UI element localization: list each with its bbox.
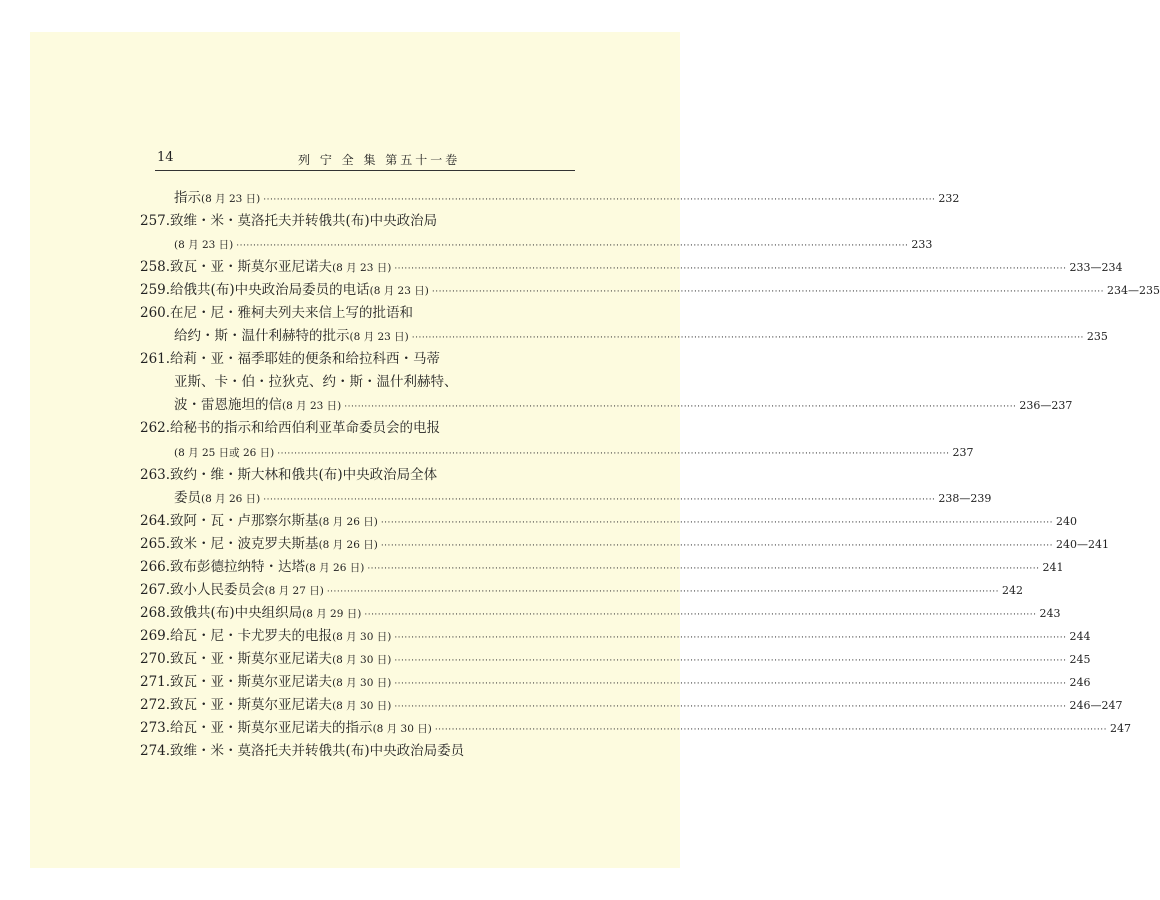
- entry-page-number: 245: [1069, 652, 1091, 666]
- entry-title: 261.给莉・亚・福季耶娃的便条和给拉科西・马蒂: [140, 351, 441, 368]
- entry-date: (8 月 23 日): [282, 400, 342, 413]
- entry-page-number: 233: [911, 238, 933, 252]
- toc-entry: [140, 256, 1123, 279]
- toc-entry: [140, 279, 1160, 302]
- entry-title: 265.致米・尼・波克罗夫斯基: [140, 535, 319, 552]
- entry-page-number: 240: [1055, 514, 1077, 528]
- toc-entry: [140, 510, 1077, 533]
- entry-title: 259.给俄共(布)中央政治局委员的电话: [140, 282, 370, 299]
- dot-leader: ········································································································································································································: [394, 678, 1067, 689]
- toc-entry: [140, 302, 576, 325]
- entry-title: 272.致瓦・亚・斯莫尔亚尼诺夫: [140, 697, 333, 714]
- entry-title: 270.致瓦・亚・斯莫尔亚尼诺夫: [140, 650, 333, 667]
- entry-title: 269.给瓦・尼・卡尤罗夫的电报: [140, 627, 333, 644]
- table-of-contents: [140, 187, 1160, 763]
- dot-leader: ········································································································································································································: [344, 402, 1017, 413]
- toc-entry: [140, 233, 933, 256]
- entry-date: (8 月 23 日): [174, 239, 234, 252]
- dot-leader: ········································································································································································································: [367, 563, 1040, 574]
- page-header: [155, 150, 575, 171]
- entry-page-number: 246—247: [1069, 699, 1123, 713]
- entry-title: 267.致小人民委员会: [140, 581, 265, 598]
- entry-page-number: 237: [952, 445, 974, 459]
- entry-title: 271.致瓦・亚・斯莫尔亚尼诺夫: [140, 673, 333, 690]
- entry-page-number: 235: [1086, 330, 1108, 344]
- dot-leader: ········································································································································································································: [364, 609, 1037, 620]
- toc-entry: [140, 210, 576, 233]
- dot-leader: ········································································································································································································: [411, 333, 1084, 344]
- toc-entry: [140, 441, 974, 464]
- entry-title: 262.给秘书的指示和给西伯利亚革命委员会的电报: [140, 420, 441, 437]
- entry-title: 273.给瓦・亚・斯莫尔亚尼诺夫的指示: [140, 720, 373, 737]
- entry-date: (8 月 26 日): [201, 492, 261, 505]
- toc-entry: [140, 579, 1023, 602]
- entry-page-number: 240—241: [1055, 537, 1109, 551]
- entry-date: (8 月 25 日或 26 日): [174, 446, 275, 459]
- toc-entry: [140, 648, 1091, 671]
- dot-leader: ········································································································································································································: [434, 725, 1107, 736]
- toc-entry: [140, 694, 1123, 717]
- toc-entry: [140, 556, 1064, 579]
- dot-leader: ········································································································································································································: [394, 264, 1067, 275]
- toc-entry: [140, 417, 576, 440]
- toc-entry: [140, 625, 1091, 648]
- dot-leader: ········································································································································································································: [236, 241, 909, 252]
- entry-date: (8 月 29 日): [302, 607, 362, 620]
- dot-leader: ········································································································································································································: [326, 586, 999, 597]
- entry-date: (8 月 23 日): [332, 262, 392, 275]
- entry-page-number: 241: [1042, 560, 1064, 574]
- entry-title: 263.致约・维・斯大林和俄共(布)中央政治局全体: [140, 466, 438, 483]
- entry-date: (8 月 26 日): [318, 515, 378, 528]
- entry-page-number: 233—234: [1069, 261, 1123, 275]
- entry-title: 给约・斯・温什利赫特的批示: [174, 328, 350, 345]
- entry-title: 指示: [174, 190, 201, 206]
- entry-title: 波・雷恩施坦的信: [174, 397, 282, 414]
- dot-leader: ········································································································································································································: [431, 287, 1105, 298]
- entry-page-number: 244: [1069, 629, 1091, 643]
- dot-leader: ········································································································································································································: [380, 517, 1053, 528]
- entry-title: 260.在尼・尼・雅柯夫列夫来信上写的批语和: [140, 305, 414, 322]
- dot-leader: ········································································································································································································: [263, 195, 936, 205]
- entry-date: (8 月 23 日): [201, 193, 261, 205]
- entry-page-number: 236—237: [1019, 399, 1073, 413]
- entry-date: (8 月 30 日): [372, 723, 432, 736]
- toc-entry: [140, 325, 1108, 348]
- toc-entry: [140, 371, 576, 394]
- entry-date: (8 月 26 日): [305, 561, 365, 574]
- entry-date: (8 月 23 日): [349, 331, 409, 344]
- toc-entry: [140, 487, 992, 510]
- entry-page-number: 234—235: [1107, 284, 1160, 298]
- entry-date: (8 月 30 日): [332, 653, 392, 666]
- entry-title: 266.致布彭德拉纳特・达塔: [140, 558, 306, 575]
- toc-entry: [140, 464, 576, 487]
- entry-date: (8 月 26 日): [318, 538, 378, 551]
- toc-entry: [140, 348, 576, 371]
- dot-leader: ········································································································································································································: [380, 540, 1053, 551]
- entry-date: (8 月 30 日): [332, 630, 392, 643]
- toc-entry: [140, 671, 1091, 694]
- entry-title: 亚斯、卡・伯・拉狄克、约・斯・温什利赫特、: [174, 374, 458, 391]
- entry-page-number: 232: [938, 192, 960, 205]
- entry-page-number: 247: [1109, 722, 1131, 736]
- toc-entry: [140, 602, 1061, 625]
- entry-title: 268.致俄共(布)中央组织局: [140, 604, 303, 621]
- toc-entry: [140, 717, 1131, 740]
- entry-date: (8 月 30 日): [332, 700, 392, 713]
- dot-leader: ········································································································································································································: [277, 448, 950, 459]
- entry-title: 委员: [174, 489, 201, 506]
- entry-page-number: 242: [1001, 583, 1023, 597]
- entry-title: 258.致瓦・亚・斯莫尔亚尼诺夫: [140, 259, 333, 276]
- running-title: 列 宁 全 集 第五十一卷: [298, 153, 461, 167]
- dot-leader: ········································································································································································································: [263, 494, 936, 505]
- toc-entry: [140, 394, 1073, 417]
- page-number: 14: [157, 150, 174, 165]
- entry-date: (8 月 23 日): [369, 285, 429, 298]
- dot-leader: ········································································································································································································: [394, 632, 1067, 643]
- entry-page-number: 246: [1069, 675, 1091, 689]
- entry-title: 264.致阿・瓦・卢那察尔斯基: [140, 512, 319, 529]
- entry-page-number: 243: [1039, 606, 1061, 620]
- entry-title: 274.致维・米・莫洛托夫并转俄共(布)中央政治局委员: [140, 743, 465, 760]
- dot-leader: ········································································································································································································: [394, 655, 1067, 666]
- entry-page-number: 238—239: [938, 491, 992, 505]
- toc-entry: [140, 187, 960, 210]
- toc-entry: [140, 740, 576, 763]
- dot-leader: ········································································································································································································: [394, 702, 1067, 713]
- entry-date: (8 月 27 日): [264, 584, 324, 597]
- entry-date: (8 月 30 日): [332, 676, 392, 689]
- toc-entry: [140, 533, 1109, 556]
- entry-title: 257.致维・米・莫洛托夫并转俄共(布)中央政治局: [140, 213, 438, 230]
